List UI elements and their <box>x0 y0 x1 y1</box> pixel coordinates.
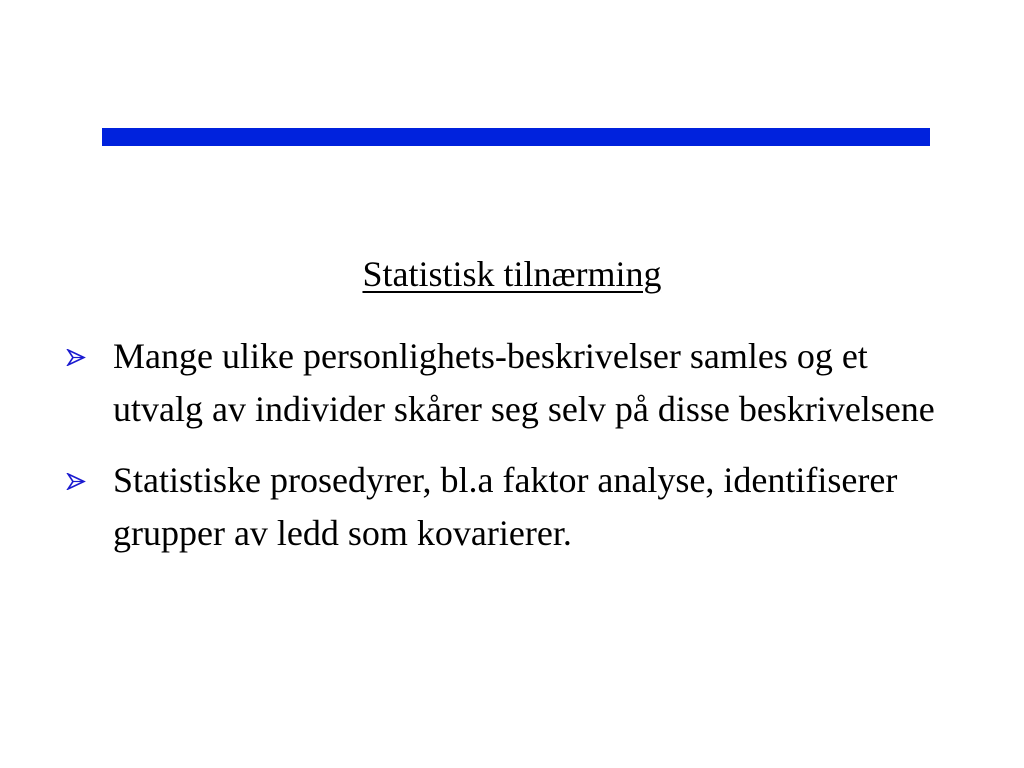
bullet-text: Mange ulike personlighets-beskrivelser samles og et utvalg av individer skårer seg selv på disse beskrivelsene <box>113 336 935 429</box>
bullet-list <box>0 330 1024 560</box>
arrow-bullet-icon <box>66 349 86 366</box>
slide-subtitle: Statistisk tilnærming <box>362 254 662 294</box>
bullet-item <box>0 330 943 436</box>
arrow-bullet-icon <box>66 473 86 490</box>
bullet-text: Statistiske prosedyrer, bl.a faktor analyse, identifiserer grupper av ledd som kovarierer. <box>113 460 898 553</box>
bullet-item <box>0 454 943 560</box>
title-accent-bar <box>102 128 930 146</box>
